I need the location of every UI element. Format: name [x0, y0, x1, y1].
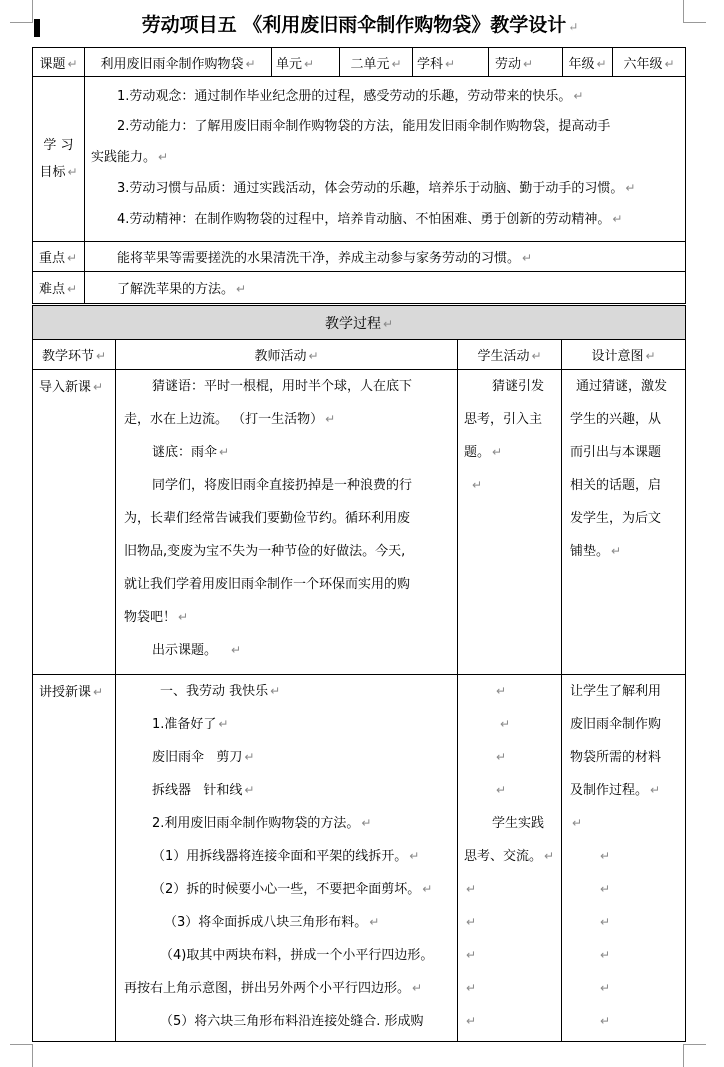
intro-step: 导入新课 [39, 380, 92, 395]
teacher-line [124, 469, 451, 502]
goals-label-line2: 目标 [39, 164, 66, 180]
crop-mark-bottom-right [683, 1044, 706, 1067]
teacher-line: 废旧雨伞 剪刀 ↵ [152, 750, 255, 765]
intro-i-4: 发学生，为后文 [570, 511, 662, 526]
student-line: ↵ [500, 717, 511, 731]
intro-i-3: 相关的话题，启 [570, 478, 662, 493]
intent-line [570, 675, 679, 708]
unit-value-cell: 二单元 ↵ [340, 48, 413, 77]
intent-line [570, 436, 679, 469]
lecture-i-2: 物袋所需的材料 [570, 750, 662, 765]
student-line: ↵ [496, 750, 507, 764]
lecture-t-9: 再按右上角示意图，拼出另外两个小平行四边形。 [124, 981, 411, 996]
difficulty-text: 了解洗苹果的方法。 [117, 282, 235, 297]
teacher-line [124, 502, 451, 535]
goal-text-4: 4.劳动精神：在制作购物袋的过程中，培养肯动脑、不怕困难、勇于创新的劳动精神。 [117, 212, 611, 227]
goals-label-line1: 学 习 [43, 137, 74, 153]
intent-line: ↵ [600, 882, 611, 896]
lecture-i-3: 及制作过程。 [570, 783, 649, 798]
intro-step-cell: 导入新课 ↵ [33, 370, 116, 675]
subject-label-cell: 学科 ↵ [413, 48, 489, 77]
grade-label-cell: 年级 ↵ [563, 48, 613, 77]
topic-value: 利用废旧雨伞制作购物袋 [100, 56, 244, 72]
lecture-row [33, 675, 686, 1042]
col-step-text: 教学环节 [41, 349, 94, 364]
intro-row [33, 370, 686, 675]
intent-line: ↵ [600, 1014, 611, 1028]
goal-text-2: 2.劳动能力：了解用废旧雨伞制作购物袋的方法，能用发旧雨伞制作购物袋，提高动手 [117, 119, 611, 134]
intro-student-cell [458, 370, 562, 675]
subject-value: 劳动 [495, 56, 522, 72]
lecture-t-7: （3）将伞面拆成八块三角形布料。 [164, 915, 368, 930]
teacher-line: 拆线器 针和线 ↵ [152, 783, 255, 798]
intro-i-2: 而引出与本课题 [570, 445, 662, 460]
intent-line [570, 708, 679, 741]
intro-intent-cell [562, 370, 686, 675]
lecture-t-10: （5）将六块三角形布料沿连接处缝合. 形成购 [160, 1014, 424, 1029]
crop-mark-bottom-left [10, 1044, 33, 1067]
teacher-line: 一、我劳动 我快乐 ↵ [160, 684, 281, 699]
goal-text-3: 3.劳动习惯与品质：通过实践活动，体会劳动的乐趣，培养乐于动脑、勤于动手的习惯。 [117, 181, 624, 196]
topic-label: 课题 [39, 56, 66, 72]
teacher-line: （2）拆的时候要小心一些，不要把伞面剪坏。 ↵ [152, 882, 433, 897]
intro-s-2: 题。 [464, 445, 491, 460]
student-line: ↵ [466, 882, 477, 896]
lecture-t-5: （1）用拆线器将连接伞面和平架的线拆开。 [152, 849, 408, 864]
intro-t-8: 出示课题。 [152, 643, 218, 658]
student-line: ↵ [496, 783, 507, 797]
intro-t-7: 物袋吧！ [124, 610, 177, 625]
lecture-s-0: 学生实践 [492, 816, 545, 831]
student-line: ↵ [496, 684, 507, 698]
lecture-student-cell [458, 675, 562, 1042]
intro-t-1: 走，水在上边流。 （打一生活物） [124, 412, 324, 427]
topic-label-cell: 课题 ↵ [33, 48, 85, 77]
crop-mark-top-left [10, 0, 33, 23]
goals-label-line2-wrap: 目标 ↵ [39, 164, 78, 180]
student-line: ↵ [466, 981, 477, 995]
intent-line [570, 502, 679, 535]
lecture-t-8: （4)取其中两块布料，拼成一个小平行四边形。 [160, 948, 434, 963]
intent-line: ↵ [600, 849, 611, 863]
goal-item [91, 112, 679, 142]
lecture-step-cell: 讲授新课 ↵ [33, 675, 116, 1042]
goals-row [33, 77, 686, 242]
teacher-line: （1）用拆线器将连接伞面和平架的线拆开。 ↵ [152, 849, 420, 864]
teacher-line [124, 939, 451, 972]
topic-value-cell: 利用废旧雨伞制作购物袋 ↵ [85, 48, 272, 77]
lecture-t-1: 1.准备好了 [152, 717, 217, 732]
lecture-s-1: 思考、交流。 [464, 849, 543, 864]
intro-s-0: 猜谜引发 [492, 379, 545, 394]
intro-t-2: 谜底：雨伞 [152, 445, 218, 460]
process-banner-row [33, 306, 686, 340]
difficulty-text-cell: 了解洗苹果的方法。 ↵ [85, 272, 686, 304]
goal-item: 3.劳动习惯与品质：通过实践活动，体会劳动的乐趣，培养乐于动脑、勤于动手的习惯。 ↵ [117, 181, 636, 196]
teacher-line: （3）将伞面拆成八块三角形布料。 ↵ [164, 915, 380, 930]
intent-line: ↵ [600, 948, 611, 962]
grade-value-cell: 六年级 ↵ [613, 48, 686, 77]
goal-item: 4.劳动精神：在制作购物袋的过程中，培养肯动脑、不怕困难、勇于创新的劳动精神。 ↵ [117, 212, 623, 227]
teacher-line: 走，水在上边流。 （打一生活物） ↵ [124, 412, 336, 427]
col-teacher-text: 教师活动 [254, 349, 307, 364]
difficulty-label-cell: 难点 ↵ [33, 272, 85, 304]
process-table [32, 305, 686, 1042]
intro-i-0: 通过猜谜，激发 [576, 379, 668, 394]
process-banner: 教学过程 ↵ [33, 306, 686, 340]
intro-t-0: 猜谜语：平时一根棍，用时半个球，人在底下 [152, 379, 413, 394]
goal-item: 实践能力。 ↵ [91, 150, 169, 165]
teacher-line [124, 370, 451, 403]
intent-line [570, 741, 679, 774]
header-table [32, 47, 686, 304]
intro-i-5: 铺垫。 [570, 544, 610, 559]
teacher-line [124, 535, 451, 568]
intent-line: 及制作过程。 ↵ [570, 783, 661, 798]
intent-line: ↵ [600, 915, 611, 929]
grade-label: 年级 [568, 56, 595, 72]
goals-content-cell [85, 77, 686, 242]
student-line: ↵ [466, 948, 477, 962]
intent-line [570, 403, 679, 436]
student-line: ↵ [466, 915, 477, 929]
teacher-line: 出示课题。 ↵ [152, 643, 242, 658]
cursor-marker [34, 19, 40, 37]
lecture-i-0: 让学生了解利用 [570, 684, 662, 699]
intent-line [570, 469, 679, 502]
intent-line [570, 370, 679, 403]
intro-teacher-cell [116, 370, 458, 675]
subject-label: 学科 [417, 56, 444, 72]
unit-value: 二单元 [350, 56, 390, 72]
col-intent-text: 设计意图 [591, 349, 644, 364]
col-student-text: 学生活动 [477, 349, 530, 364]
unit-label: 单元 [276, 56, 303, 72]
goal-text-2b: 实践能力。 [91, 150, 157, 165]
difficulty-row [33, 272, 686, 304]
student-line: ↵ [466, 1014, 477, 1028]
col-header-step: 教学环节 ↵ [33, 340, 116, 370]
teacher-line [124, 568, 451, 601]
document-title: 劳动项目五 《利用废旧雨伞制作购物袋》教学设计 ↵ [141, 14, 579, 36]
col-header-teacher: 教师活动 ↵ [116, 340, 458, 370]
lecture-teacher-cell [116, 675, 458, 1042]
intro-t-3: 同学们，将废旧雨伞直接扔掉是一种浪费的行 [152, 478, 413, 493]
student-line [464, 370, 557, 403]
lecture-t-2: 废旧雨伞 剪刀 [152, 750, 243, 765]
intent-line: 铺垫。 ↵ [570, 544, 622, 559]
lecture-i-1: 废旧雨伞制作购 [570, 717, 662, 732]
goal-item: 1.劳动观念：通过制作毕业纪念册的过程，感受劳动的乐趣，劳动带来的快乐。 ↵ [117, 89, 584, 104]
key-point-text: 能将苹果等需要搓洗的水果清洗干净，养成主动参与家务劳动的习惯。 [117, 251, 521, 266]
crop-mark-top-right [683, 0, 706, 23]
key-point-text-cell: 能将苹果等需要搓洗的水果清洗干净，养成主动参与家务劳动的习惯。 ↵ [85, 242, 686, 272]
grade-value: 六年级 [623, 56, 663, 72]
intro-t-4: 为，长辈们经常告诫我们要勤俭节约。循环利用废 [124, 511, 411, 526]
key-point-label: 重点 [39, 251, 66, 266]
teacher-line: 谜底：雨伞 ↵ [152, 445, 230, 460]
header-row [33, 48, 686, 77]
col-header-intent: 设计意图 ↵ [562, 340, 686, 370]
process-banner-text: 教学过程 [324, 315, 381, 332]
subject-value-cell: 劳动 ↵ [489, 48, 563, 77]
title-text: 劳动项目五 《利用废旧雨伞制作购物袋》教学设计 [141, 14, 567, 36]
lecture-step: 讲授新课 [39, 685, 92, 700]
difficulty-label: 难点 [39, 282, 66, 297]
student-line: 思考、交流。 ↵ [464, 849, 555, 864]
student-line: 题。 ↵ [464, 445, 503, 460]
intro-s-1: 思考，引入主 [464, 412, 543, 427]
goal-text-1: 1.劳动观念：通过制作毕业纪念册的过程，感受劳动的乐趣，劳动带来的快乐。 [117, 89, 572, 104]
teacher-line: 再按右上角示意图，拼出另外两个小平行四边形。 ↵ [124, 981, 423, 996]
student-line [464, 403, 557, 436]
intro-t-6: 就让我们学着用废旧雨伞制作一个环保而实用的购 [124, 577, 411, 592]
teacher-line [124, 1005, 451, 1038]
key-point-row [33, 242, 686, 272]
intent-line: ↵ [572, 816, 583, 830]
lecture-t-0: 一、我劳动 我快乐 [160, 684, 269, 699]
key-point-label-cell: 重点 ↵ [33, 242, 85, 272]
col-header-student: 学生活动 ↵ [458, 340, 562, 370]
intro-i-1: 学生的兴趣，从 [570, 412, 662, 427]
intro-t-5: 旧物品,变废为宝不失为一种节俭的好做法。今天, [124, 544, 406, 559]
teacher-line: 2.利用废旧雨伞制作购物袋的方法。 ↵ [152, 816, 372, 831]
lecture-t-3: 拆线器 针和线 [152, 783, 243, 798]
lecture-intent-cell [562, 675, 686, 1042]
process-column-header-row [33, 340, 686, 370]
intent-line: ↵ [600, 981, 611, 995]
student-line [464, 807, 557, 840]
goals-label-cell [33, 77, 85, 242]
lecture-t-4: 2.利用废旧雨伞制作购物袋的方法。 [152, 816, 360, 831]
lecture-t-6: （2）拆的时候要小心一些，不要把伞面剪坏。 [152, 882, 421, 897]
teacher-line: 物袋吧！ ↵ [124, 610, 189, 625]
unit-label-cell: 单元 ↵ [272, 48, 340, 77]
teacher-line: 1.准备好了 ↵ [152, 717, 229, 732]
student-line: ↵ [472, 478, 483, 492]
